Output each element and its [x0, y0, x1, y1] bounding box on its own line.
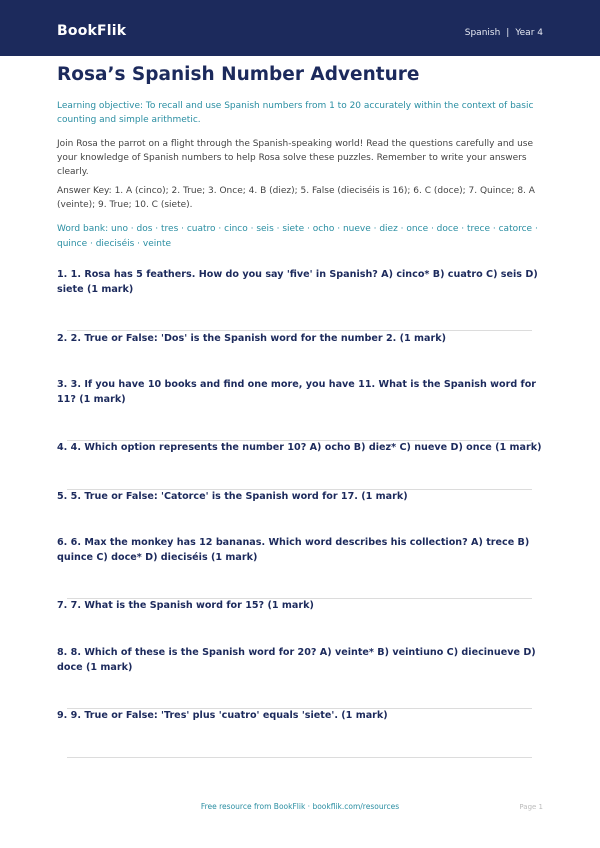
page-number: Page 1 — [519, 803, 543, 811]
question-5: 5. 5. True or False: 'Catorce' is the Spanish word for 17. (1 mark) — [57, 491, 408, 502]
intro-paragraph: Join Rosa the parrot on a flight through the Spanish-speaking world! Read the questions carefully and use your knowledge of Spanish numbers to help Rosa solve these puzzles. Remember to write your answers clearly. — [57, 139, 534, 177]
question-2: 2. 2. True or False: 'Dos' is the Spanish word for the number 2. (1 mark) — [57, 333, 446, 344]
year-label: Year 4 — [515, 28, 543, 38]
answer-line-9 — [67, 757, 532, 758]
question-9: 9. 9. True or False: 'Tres' plus 'cuatro' equals 'siete'. (1 mark) — [57, 710, 388, 721]
learning-objective: Learning objective: To recall and use Spanish numbers from 1 to 20 accurately within the context of basic counting and simple arithmetic. — [57, 101, 534, 125]
page-title: Rosa’s Spanish Number Adventure — [57, 64, 420, 85]
question-3: 3. 3. If you have 10 books and find one more, you have 11. What is the Spanish word for 11? (1 mark) — [57, 379, 537, 405]
question-7: 7. 7. What is the Spanish word for 15? (1 mark) — [57, 600, 314, 611]
header-meta — [465, 28, 543, 38]
footer-link[interactable]: Free resource from BookFlik · bookflik.com/resources — [200, 802, 400, 811]
header-separator: | — [506, 28, 510, 38]
answer-key: Answer Key: 1. A (cinco); 2. True; 3. Once; 4. B (diez); 5. False (dieciséis is 16); 6. C (doce); 7. Quince; 8. A (veinte); 9. True; 10. C (siete). — [57, 186, 535, 210]
brand-logo: BookFlik — [57, 23, 127, 39]
question-8: 8. 8. Which of these is the Spanish word for 20? A) veinte* B) veintiuno C) diecinueve D) doce (1 mark) — [57, 647, 536, 673]
word-bank: Word bank: uno · dos · tres · cuatro · cinco · seis · siete · ocho · nueve · diez · once · doce · trece · catorce · quince · dieciséis · veinte — [57, 224, 538, 249]
question-1: 1. 1. Rosa has 5 feathers. How do you say 'five' in Spanish? A) cinco* B) cuatro C) seis D) siete (1 mark) — [57, 269, 538, 295]
question-6: 6. 6. Max the monkey has 12 bananas. Which word describes his collection? A) trece B) quince C) doce* D) dieciséis (1 mark) — [57, 537, 530, 563]
question-4: 4. 4. Which option represents the number 10? A) ocho B) diez* C) nueve D) once (1 mark) — [57, 442, 542, 453]
subject-label: Spanish — [464, 28, 501, 38]
page-header — [0, 0, 600, 56]
